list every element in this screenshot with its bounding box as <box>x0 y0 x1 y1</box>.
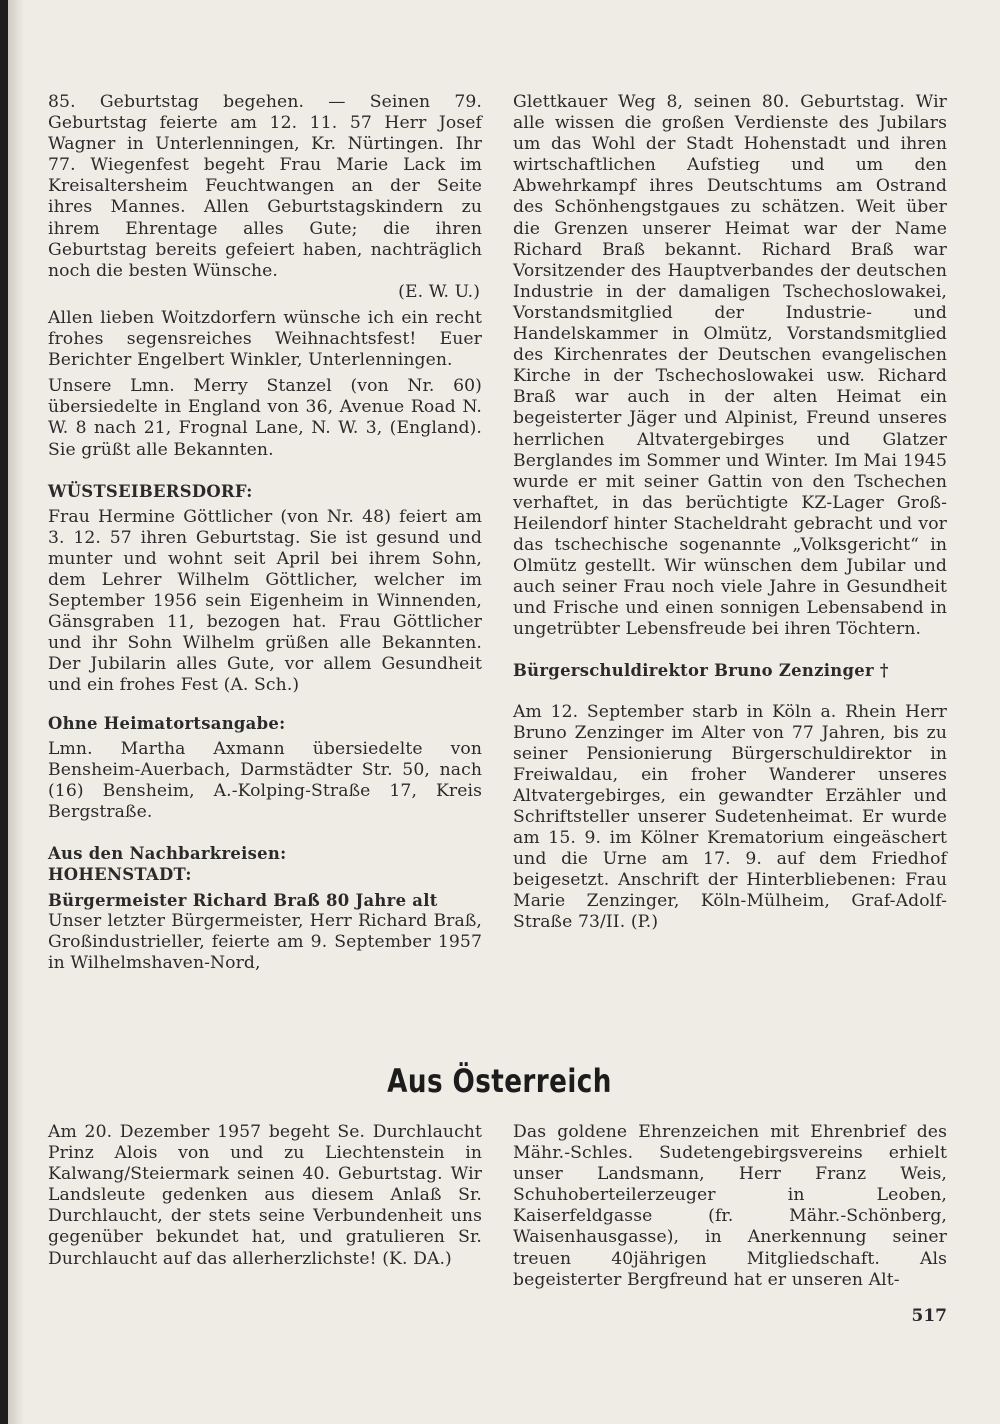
heading-hohenstadt: HOHENSTADT: <box>48 865 192 885</box>
left-column-bottom <box>48 1122 482 1270</box>
article-goettlicher-birthday: Frau Hermine Göttlicher (von Nr. 48) feiert am 3. 12. 57 ihren Geburtstag. Sie ist gesund und munter und wohnt seit April bei ihrem Sohn, dem Lehrer Wilhelm Göttlicher, welcher im September 1956 sein Eigenheim in Winnenden, Gänsgraben 11, bezogen hat. Frau Göttlicher und ihr Sohn Wilhelm grüßen alle Bekannten. Der Jubilarin alles Gute, vor allem Gesundheit und ein frohes Fest (A. Sch.) <box>48 506 482 696</box>
heading-nachbarkreise: Aus den Nachbarkreisen: <box>48 844 287 863</box>
page-binding-shadow <box>8 0 24 1424</box>
article-brass-part1: Unser letzter Bürgermeister, Herr Richard Braß, Großindustrieller, feierte am 9. September 1957 in Wilhelmshaven-Nord, <box>48 911 482 974</box>
left-column-top <box>48 92 482 975</box>
author-signature: (E. W. U.) <box>398 281 480 302</box>
article-birthdays-woitzdorf: 85. Geburtstag begehen. — Seinen 79. Geburtstag feierte am 12. 11. 57 Herr Josef Wagner in Unterlenningen, Kr. Nürtingen. Ihr 77. Wiegenfest begeht Frau Marie Lack im Kreisaltersheim Feuchtwangen an der Seite ihres Mannes. Allen Geburtstagskindern zu ihrem Ehrentage alles Gute; die ihren Geburtstag bereits gefeiert haben, nachträglich noch die besten Wünsche. <box>48 92 482 281</box>
article-weis-award: Das goldene Ehrenzeichen mit Ehrenbrief des Mähr.-Schles. Sudetengebirgsvereins erhielt unser Landsmann, Herr Franz Weis, Schuhoberteilerzeuger in Leoben, Kaiserfeldgasse (fr. Mähr.-Schönberg, Waisenhausgasse), in Anerkennung seiner treuen 40jährigen Mitgliedschaft. Als begeisterter Bergfreund hat er unseren Alt- <box>513 1122 947 1290</box>
article-zenzinger-obituary: Am 12. September starb in Köln a. Rhein Herr Bruno Zenzinger im Alter von 77 Jahren, bis zu seiner Pensionierung Bürgerschuldirektor in Freiwaldau, ein froher Wanderer unseres Altvatergebirges, ein gewandter Erzähler und Schriftsteller unserer Sudetenheimat. Er wurde am 15. 9. im Kölner Krematorium eingeäschert und die Urne am 17. 9. auf dem Friedhof beigesetzt. Anschrift der Hinterbliebenen: Frau Marie Zenzinger, Köln-Mülheim, Graf-Adolf-Straße 73/II. (P.) <box>513 701 947 933</box>
article-brass-part2: Glettkauer Weg 8, seinen 80. Geburtstag. Wir alle wissen die großen Verdienste des Jubilars um das Wohl der Stadt Hohenstadt und ihren wirtschaftlichen Aufstieg und um den Abwehrkampf ihres Deutschtums am Ostrand des Schönhengstgaues zu schätzen. Weit über die Grenzen unserer Heimat war der Name Richard Braß bekannt. Richard Braß war Vorsitzender des Hauptverbandes der deutschen Industrie in der damaligen Tschechoslowakei, Vorstandsmitglied der Industrie- und Handelskammer in Olmütz, Vorstandsmitglied des Kirchenrates der Deutschen evangelischen Kirche in der Tschechoslowakei usw. Richard Braß war auch in der alten Heimat ein begeisterter Jäger und Alpinist, Freund unseres herrlichen Altvatergebirges und Glatzer Berglandes im Sommer und Winter. Im Mai 1945 wurde er mit seiner Gattin von den Tschechen verhaftet, in das berüchtigte KZ-Lager Groß-Heilendorf hinter Stacheldraht gebracht und vor das tschechische sogenannte „Volksgericht“ in Olmütz gestellt. Wir wünschen dem Jubilar und auch seiner Frau noch viele Jahre in Gesundheit und Frische und einen sonnigen Lebensabend in ungetrübter Lebensfreude bei ihren Töchtern. <box>513 92 947 640</box>
article-christmas-greeting: Allen lieben Woitzdorfern wünsche ich ein recht frohes segensreiches Weihnachtsfest! Euer Berichter Engelbert Winkler, Unterlenningen. <box>48 307 482 371</box>
article-liechtenstein-birthday: Am 20. Dezember 1957 begeht Se. Durchlaucht Prinz Alois von und zu Liechtenstein in Kalwang/Steiermark seinen 40. Geburtstag. Wir Landsleute gedenken aus diesem Anlaß Sr. Durchlaucht, der stets seine Verbundenheit uns gegenüber bekundet hat, und gratulieren Sr. Durchlaucht auf das allerherzlichste! (K. DA.) <box>48 1122 482 1269</box>
heading-zenzinger-obituary: Bürgerschuldirektor Bruno Zenzinger † <box>513 661 889 681</box>
article-axmann-relocation: Lmn. Martha Axmann übersiedelte von Bensheim-Auerbach, Darmstädter Str. 50, nach (16) Bensheim, A.-Kolping-Straße 17, Kreis Bergstraße. <box>48 738 482 822</box>
right-column-bottom <box>513 1122 947 1291</box>
heading-ohne-heimatort: Ohne Heimatortsangabe: <box>48 713 286 733</box>
article-stanzel-relocation: Unsere Lmn. Merry Stanzel (von Nr. 60) übersiedelte in England von 36, Avenue Road N. W. 8 nach 21, Frognal Lane, N. W. 3, (England). Sie grüßt alle Bekannten. <box>48 376 482 460</box>
right-column-top <box>513 92 947 934</box>
section-title-austria: Aus Österreich <box>387 1062 612 1100</box>
page-number: 517 <box>911 1306 947 1326</box>
heading-brass-80: Bürgermeister Richard Braß 80 Jahre alt <box>48 891 438 911</box>
page-binding-edge <box>0 0 8 1424</box>
heading-wuestseibersdorf: WÜSTSEIBERSDORF: <box>48 481 253 501</box>
